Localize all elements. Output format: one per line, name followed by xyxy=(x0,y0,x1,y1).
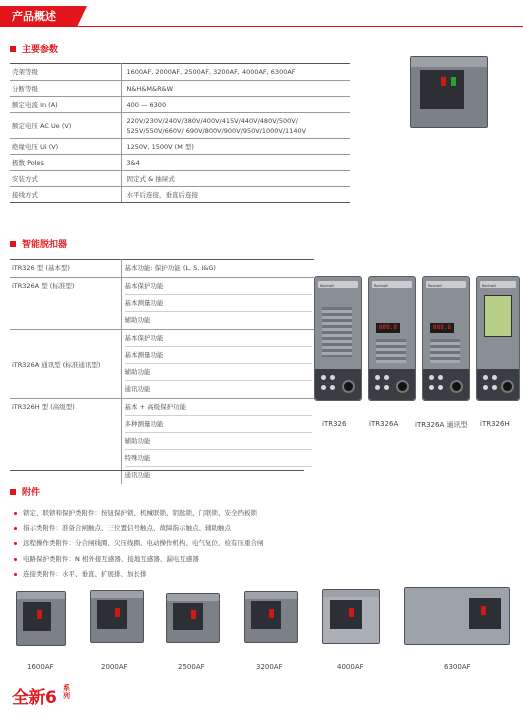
unit-dial-area xyxy=(430,339,460,363)
breaker-top-cover xyxy=(245,592,297,599)
param-value: 400 — 6300 xyxy=(121,97,350,113)
function-item: 通讯功能 xyxy=(124,385,151,393)
trip-unit-caption: iTR326A 通讯型 xyxy=(415,421,468,429)
accessories-heading xyxy=(10,485,40,498)
unit-button-icon xyxy=(330,385,335,390)
accessory-text: 指示类附件：准备合闸触点、三位置信号触点、故障指示触点、辅助触点 xyxy=(23,524,231,533)
function-item: 基本 + 高级保护功能 xyxy=(125,399,313,416)
unit-button-icon xyxy=(492,385,497,390)
breaker-top-cover xyxy=(411,57,487,67)
breaker-face xyxy=(97,600,127,629)
unit-brand: Rockwill xyxy=(374,284,389,288)
trip-unit-functions xyxy=(121,278,314,330)
red-button-icon xyxy=(115,608,120,617)
breaker-caption: 2500AF xyxy=(178,663,205,671)
param-label: 接线方式 xyxy=(10,187,121,203)
breaker-1600af-image xyxy=(16,591,66,646)
breaker-top-cover xyxy=(91,591,143,598)
unit-button-icon xyxy=(429,385,434,390)
banner-divider xyxy=(77,26,523,27)
breaker-3200af-image xyxy=(244,591,298,643)
table-row xyxy=(10,139,350,155)
bullet-dot-icon xyxy=(14,573,17,576)
trip-unit-functions xyxy=(121,260,314,278)
red-button-icon xyxy=(481,606,486,615)
accessories-title: 附件 xyxy=(22,488,41,498)
breaker-face xyxy=(173,603,203,630)
table-row xyxy=(10,330,314,399)
main-params-table xyxy=(10,63,350,203)
accessories-list xyxy=(14,506,264,582)
unit-header xyxy=(318,281,358,288)
function-item: 辅助功能 xyxy=(125,364,313,381)
param-value: 固定式 & 抽屉式 xyxy=(121,171,350,187)
trip-units-table xyxy=(10,259,314,484)
table-row xyxy=(10,64,350,81)
list-item xyxy=(14,536,264,551)
unit-dial-area xyxy=(322,307,352,357)
table-row xyxy=(10,97,350,113)
trip-unit-itr326a-comm-image xyxy=(422,276,470,401)
param-value: N&H&M&R&W xyxy=(121,81,350,97)
bullet-dot-icon xyxy=(14,527,17,530)
unit-button-icon xyxy=(384,385,389,390)
list-item xyxy=(14,521,264,536)
list-item xyxy=(14,567,264,582)
table-row xyxy=(10,155,350,171)
breaker-top-cover xyxy=(323,590,379,597)
bullet-dot-icon xyxy=(14,542,17,545)
red-button-icon xyxy=(269,609,274,618)
breaker-caption: 1600AF xyxy=(27,663,54,671)
unit-lcd-screen xyxy=(484,295,512,337)
function-item: 基本功能: 保护功能 (L, S, I&G) xyxy=(124,264,216,272)
unit-button-icon xyxy=(438,375,443,380)
accessory-text: 连接类附件：水平、垂直、扩展排、加长排 xyxy=(23,569,147,578)
unit-header xyxy=(372,281,412,288)
param-label: 极数 Poles xyxy=(10,155,121,171)
param-label: 额定电流 In (A) xyxy=(10,97,121,113)
unit-button-icon xyxy=(483,375,488,380)
param-value: 220V/230V/240V/380V/400V/415V/440V/480V/500V/ 525V/550V/660V/ 690V/800V/900V/950V/1000V/1140V xyxy=(121,113,350,139)
unit-header xyxy=(426,281,466,288)
bullet-dot-icon xyxy=(14,558,17,561)
section-banner xyxy=(0,6,77,27)
function-item: 基本保护功能 xyxy=(125,278,313,295)
breaker-2000af-image xyxy=(90,590,144,643)
function-item: 基本测量功能 xyxy=(125,347,313,364)
function-item: 多种测量功能 xyxy=(125,416,313,433)
list-item xyxy=(14,506,264,521)
breaker-face xyxy=(420,70,464,109)
trip-unit-itr326-image xyxy=(314,276,362,401)
param-value: 3&4 xyxy=(121,155,350,171)
unit-header xyxy=(480,281,516,288)
unit-dial-area xyxy=(376,339,406,363)
unit-led-display: 888.8 xyxy=(430,323,454,333)
bullet-dot-icon xyxy=(14,512,17,515)
air-circuit-breaker-image xyxy=(410,56,488,128)
unit-button-icon xyxy=(321,375,326,380)
breaker-caption: 2000AF xyxy=(101,663,128,671)
table-row xyxy=(10,113,350,139)
series-suffix: 系列 xyxy=(63,684,70,700)
banner-tail xyxy=(77,6,87,27)
banner-title: 产品概述 xyxy=(12,10,56,23)
square-bullet-icon xyxy=(10,46,16,52)
trip-unit-functions xyxy=(121,330,314,399)
table-row xyxy=(10,171,350,187)
unit-brand: Rockwill xyxy=(320,284,335,288)
red-button-icon xyxy=(37,610,42,619)
trip-unit-caption: iTR326 xyxy=(322,420,347,428)
function-item: 特殊功能 xyxy=(125,450,313,467)
square-bullet-icon xyxy=(10,489,16,495)
trip-units-title: 智能脱扣器 xyxy=(22,240,68,250)
red-button-icon xyxy=(441,77,446,86)
trip-unit-caption: iTR326H xyxy=(480,420,510,428)
green-button-icon xyxy=(451,77,456,86)
unit-button-icon xyxy=(492,375,497,380)
trip-unit-itr326a-image xyxy=(368,276,416,401)
unit-button-icon xyxy=(321,385,326,390)
table-row xyxy=(10,187,350,203)
trip-unit-label: iTR326A 通讯型 (标准通讯型) xyxy=(10,330,121,399)
trip-unit-label: iTR326H 型 (高级型) xyxy=(10,399,121,485)
breaker-top-cover xyxy=(167,594,219,601)
accessory-text: 锁定、联锁和保护类附件：按钮保护锁、机械联锁、钥匙锁、门联锁、安全挡板锁 xyxy=(23,509,257,517)
unit-button-icon xyxy=(384,375,389,380)
breaker-face xyxy=(251,601,281,629)
series-logo-text: 全新6 xyxy=(12,688,57,708)
unit-button-icon xyxy=(429,375,434,380)
breaker-face xyxy=(330,600,362,630)
trip-unit-label: iTR326A 型 (标准型) xyxy=(10,278,121,330)
trip-units-heading xyxy=(10,237,67,250)
unit-button-icon xyxy=(375,375,380,380)
table-row xyxy=(10,278,314,330)
function-item: 基本保护功能 xyxy=(125,330,313,347)
function-item: 辅助功能 xyxy=(125,433,313,450)
main-params-heading xyxy=(10,42,58,55)
function-item: 辅助功能 xyxy=(124,316,151,324)
accessory-text: 电路保护类附件：N 相外接互感器、接地互感器、漏电互感器 xyxy=(23,554,199,563)
function-item: 通讯功能 xyxy=(124,471,151,479)
breaker-caption: 6300AF xyxy=(444,663,471,671)
unit-brand: Rockwill xyxy=(482,284,497,288)
table-row xyxy=(10,260,314,278)
main-params-title: 主要参数 xyxy=(22,45,59,55)
trip-unit-label: iTR326 型 (基本型) xyxy=(10,260,121,278)
trip-unit-functions xyxy=(121,399,314,485)
param-label: 分断等级 xyxy=(10,81,121,97)
breaker-caption: 3200AF xyxy=(256,663,283,671)
unit-brand: Rockwill xyxy=(428,284,443,288)
function-item: 基本测量功能 xyxy=(125,295,313,312)
unit-led-display: 888.8 xyxy=(376,323,400,333)
unit-rotary-knob-icon xyxy=(450,380,463,393)
param-label: 绝缘电压 Ui (V) xyxy=(10,139,121,155)
breaker-2500af-image xyxy=(166,593,220,643)
list-item xyxy=(14,552,264,567)
param-value: 水平后连接，垂直后连接 xyxy=(121,187,350,203)
red-button-icon xyxy=(191,610,196,619)
unit-button-icon xyxy=(375,385,380,390)
breaker-4000af-image xyxy=(322,589,380,644)
unit-button-icon xyxy=(438,385,443,390)
trip-table-bottom-rule xyxy=(10,470,304,471)
param-label: 额定电压 AC Ue (V) xyxy=(10,113,121,139)
breaker-caption: 4000AF xyxy=(337,663,364,671)
unit-rotary-knob-icon xyxy=(501,380,514,393)
unit-button-icon xyxy=(330,375,335,380)
square-bullet-icon xyxy=(10,241,16,247)
unit-button-icon xyxy=(483,385,488,390)
table-row xyxy=(10,81,350,97)
param-value: 1600AF, 2000AF, 2500AF, 3200AF, 4000AF, 6300AF xyxy=(121,64,350,81)
unit-rotary-knob-icon xyxy=(342,380,355,393)
breaker-top-cover xyxy=(17,592,65,599)
red-button-icon xyxy=(349,608,354,617)
table-row xyxy=(10,399,314,485)
breaker-6300af-image xyxy=(404,587,510,645)
trip-unit-caption: iTR326A xyxy=(369,420,399,428)
accessory-text: 远程操作类附件：分合闸线圈、欠压线圈、电动操作机构、电气复位、检有压重合闸 xyxy=(23,539,264,548)
unit-rotary-knob-icon xyxy=(396,380,409,393)
param-label: 安装方式 xyxy=(10,171,121,187)
breaker-top-cover xyxy=(405,588,509,596)
param-value: 1250V, 1500V (M 型) xyxy=(121,139,350,155)
param-label: 壳架等级 xyxy=(10,64,121,81)
trip-unit-itr326h-image xyxy=(476,276,520,401)
